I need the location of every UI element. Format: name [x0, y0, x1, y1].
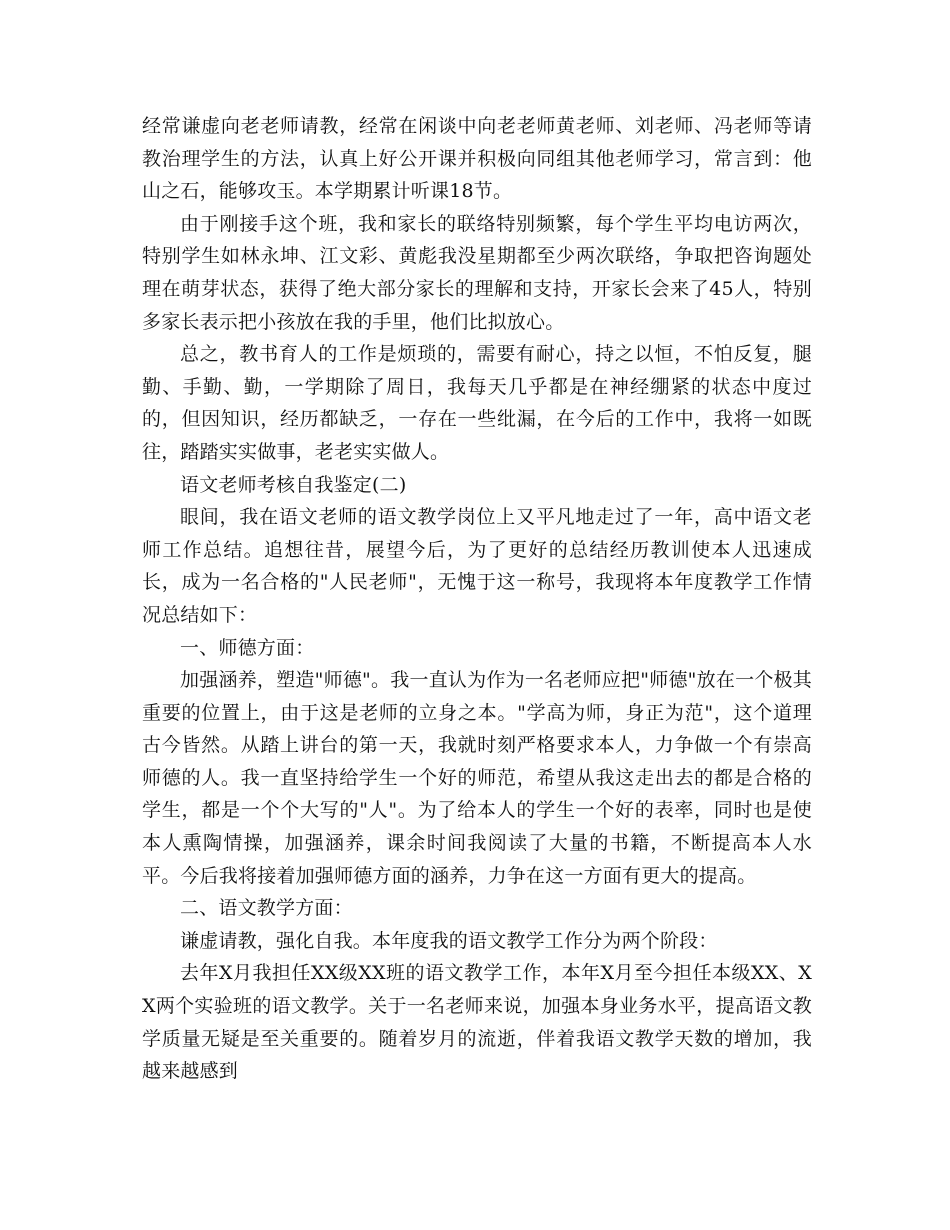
paragraph-2: 由于刚接手这个班，我和家长的联络特别频繁，每个学生平均电访两次，特别学生如林永坤、江文彩、黄彪我没星期都至少两次联络，争取把咨询题处理在萌芽状态，获得了绝大部分家长的理解和支持，开家长会来了45人，特别多家长表示把小孩放在我的手里，他们比拟放心。 [142, 212, 812, 333]
paragraph-1: 经常谦虚向老老师请教，经常在闲谈中向老老师黄老师、刘老师、冯老师等请教治理学生的方法，认真上好公开课并积极向同组其他老师学习，常言到：他山之石，能够攻玉。本学期累计听课18节。 [142, 115, 812, 203]
subheading-teaching: 二、语文教学方面： [180, 897, 353, 920]
paragraph-teaching-detail: 去年X月我担任XX级XX班的语文教学工作，本年X月至今担任本级XX、XX两个实验班的语文教学。关于一名老师来说，加强本身业务水平，提高语文教学质量无疑是至关重要的。随着岁月的流逝，伴着我语文教学天数的增加，我越来越感到 [142, 962, 812, 1083]
document-body [142, 110, 812, 1088]
paragraph-intro: 眼间，我在语文老师的语文教学岗位上又平凡地走过了一年，高中语文老师工作总结。追想往昔，展望今后，为了更好的总结经历教训使本人迅速成长，成为一名合格的"人民老师"，无愧于这一称号，我现将本年度教学工作情况总结如下： [142, 506, 812, 626]
paragraph-ethics: 加强涵养，塑造"师德"。我一直认为作为一名老师应把"师德"放在一个极其重要的位置上，由于这是老师的立身之本。"学高为师，身正为范"，这个道理古今皆然。从踏上讲台的第一天，我就时刻严格要求本人，力争做一个有崇高师德的人。我一直坚持给学生一个好的师范，希望从我这走出去的都是合格的学生，都是一个个大写的"人"。为了给本人的学生一个好的表率，同时也是使本人熏陶情操，加强涵养，课余时间我阅读了大量的书籍，不断提高本人水平。今后我将接着加强师德方面的涵养，力争在这一方面有更大的提高。 [142, 669, 812, 887]
paragraph-3: 总之，教书育人的工作是烦琐的，需要有耐心，持之以恒，不怕反复，腿勤、手勤、勤，一学期除了周日，我每天几乎都是在神经绷紧的状态中度过的，但因知识，经历都缺乏，一存在一些纰漏，在今后的工作中，我将一如既往，踏踏实实做事，老老实实做人。 [142, 343, 812, 463]
subheading-ethics: 一、师德方面： [180, 636, 315, 659]
paragraph-teaching-summary: 谦虚请教，强化自我。本年度我的语文教学工作分为两个阶段： [180, 929, 718, 952]
section-heading-2: 语文老师考核自我鉴定(二) [180, 473, 407, 496]
